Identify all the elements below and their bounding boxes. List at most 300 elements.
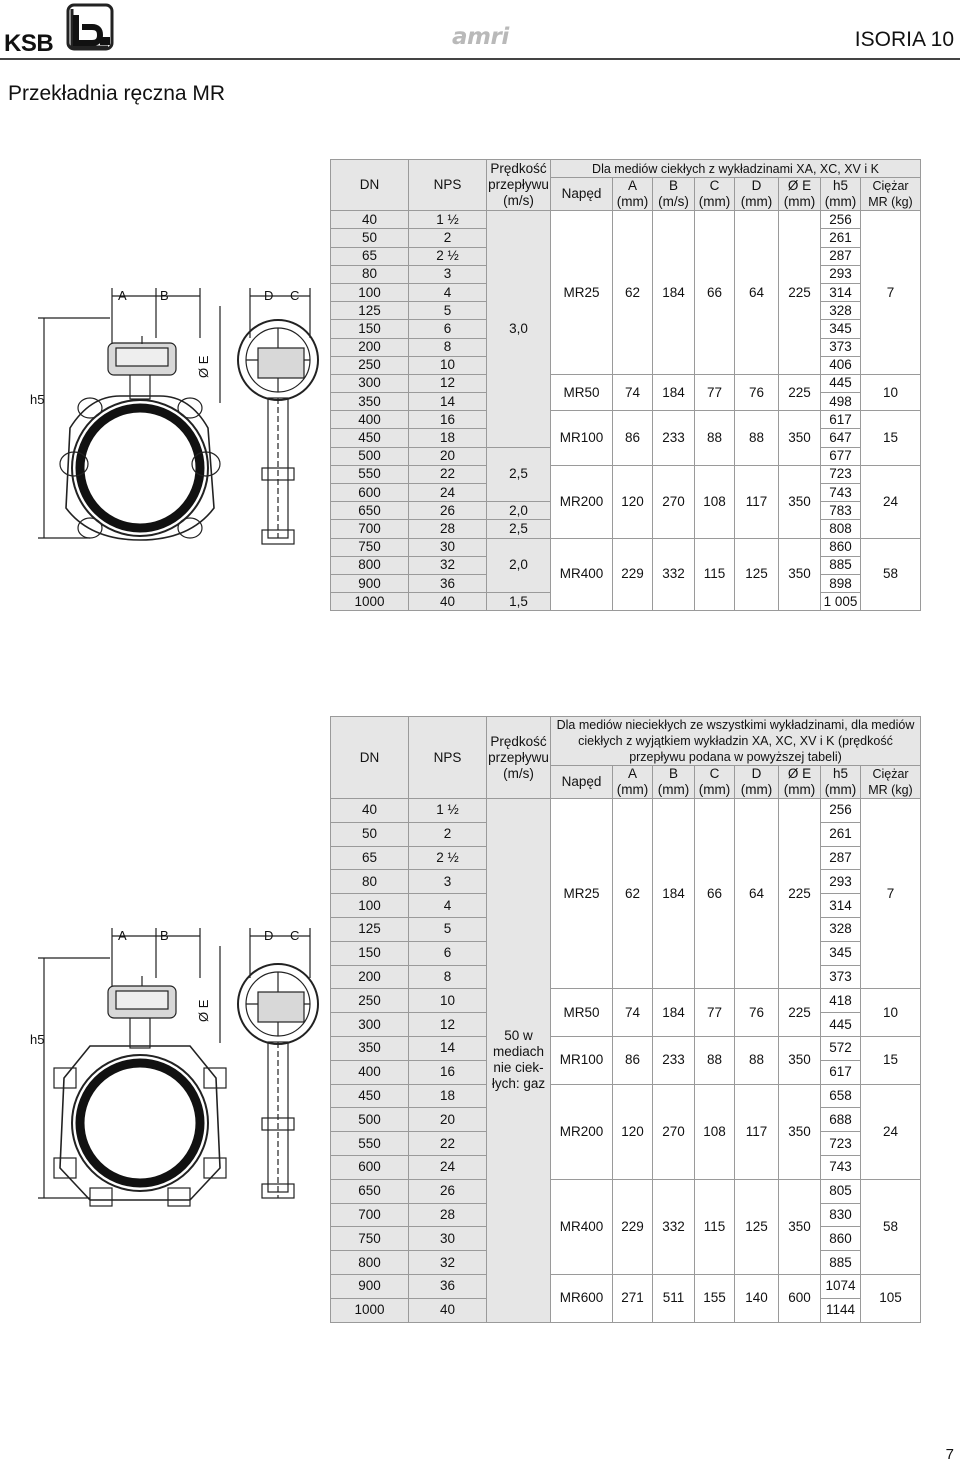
cell-b: 184 [653,211,695,375]
cell-h5: 805 [821,1179,861,1203]
cell-weight: 7 [861,211,921,375]
cell-dn: 50 [331,229,409,247]
dim-oe-label: Ø E [196,999,211,1022]
cell-d: 76 [735,989,779,1037]
cell-nps: 18 [409,429,487,447]
dim-a-label: A [118,928,127,943]
cell-h5: 406 [821,356,861,374]
cell-nps: 40 [409,593,487,611]
table-row [331,211,921,229]
cell-h5: 830 [821,1203,861,1227]
cell-drive: MR25 [551,799,613,989]
cell-nps: 18 [409,1084,487,1108]
cell-nps: 4 [409,894,487,918]
cell-nps: 2 [409,229,487,247]
cell-h5: 743 [821,1155,861,1179]
cell-e: 350 [779,1179,821,1274]
cell-nps: 20 [409,1108,487,1132]
cell-h5: 287 [821,846,861,870]
cell-weight: 58 [861,1179,921,1274]
cell-drive: MR100 [551,1036,613,1084]
table-row [331,1179,921,1203]
cell-weight: 24 [861,465,921,538]
cell-a: 229 [613,538,653,611]
dim-d-label: D [264,288,274,303]
cell-drive: MR50 [551,374,613,410]
cell-dn: 200 [331,338,409,356]
cell-h5: 261 [821,229,861,247]
cell-h5: 743 [821,484,861,502]
cell-weight: 15 [861,411,921,466]
col-header-weight: Ciężar MR (kg) [861,766,921,799]
cell-h5: 885 [821,1251,861,1275]
dim-c-label: C [290,288,300,303]
cell-dn: 125 [331,302,409,320]
cell-h5: 723 [821,465,861,483]
cell-dn: 65 [331,247,409,265]
cell-h5: 885 [821,556,861,574]
cell-dn: 200 [331,965,409,989]
cell-nps: 2 [409,822,487,846]
dim-c-label: C [290,928,300,943]
cell-velocity: 2,5 [487,447,551,502]
cell-e: 225 [779,799,821,989]
col-header-unit: (mm) [616,782,649,797]
butterfly-valve-gearbox-drawing [30,278,330,568]
cell-d: 125 [735,538,779,611]
cell-nps: 8 [409,965,487,989]
cell-h5: 898 [821,574,861,592]
cell-a: 62 [613,799,653,989]
col-header-weight: Ciężar MR (kg) [861,178,921,211]
col-header-c [695,178,735,211]
cell-nps: 30 [409,1227,487,1251]
cell-dn: 350 [331,393,409,411]
cell-b: 511 [653,1274,695,1322]
cell-dn: 450 [331,429,409,447]
cell-nps: 1 ½ [409,799,487,823]
cell-a: 86 [613,411,653,466]
col-header-unit: (mm) [783,782,816,797]
ksb-b-logo-mark [62,3,114,51]
col-header-label: Ø E [787,766,812,781]
cell-b: 184 [653,799,695,989]
cell-a: 120 [613,465,653,538]
cell-dn: 40 [331,211,409,229]
cell-dn: 400 [331,411,409,429]
valve-drawing-2 [30,918,330,1228]
col-header-label: C [709,766,720,781]
table-row [331,465,921,483]
cell-dn: 650 [331,502,409,520]
cell-e: 350 [779,1084,821,1179]
col-header-label: B [668,178,678,194]
col-header-h5 [821,766,861,799]
col-header-unit: (mm) [616,194,649,210]
col-header-label: A [627,178,637,194]
dim-oe-label: Ø E [196,355,211,378]
cell-nps: 6 [409,941,487,965]
col-header-nps: NPS [409,717,487,799]
cell-dn: 40 [331,799,409,823]
cell-h5: 345 [821,320,861,338]
cell-nps: 4 [409,283,487,301]
cell-dn: 500 [331,447,409,465]
cell-dn: 750 [331,1227,409,1251]
cell-h5: 373 [821,965,861,989]
col-header-unit: (mm) [657,782,690,797]
cell-e: 350 [779,411,821,466]
page-title: Przekładnia ręczna MR [8,82,226,105]
col-header-label: B [668,766,678,781]
col-header-nps: NPS [409,160,487,211]
cell-nps: 14 [409,1036,487,1060]
cell-drive: MR100 [551,411,613,466]
col-header-dn: DN [331,160,409,211]
col-header-b [653,766,695,799]
cell-b: 332 [653,538,695,611]
cell-c: 115 [695,1179,735,1274]
col-header-label: D [751,766,762,781]
col-header-label: Ø E [787,178,812,194]
cell-e: 600 [779,1274,821,1322]
cell-dn: 1000 [331,593,409,611]
cell-c: 108 [695,1084,735,1179]
cell-dn: 500 [331,1108,409,1132]
col-header-d [735,178,779,211]
cell-dn: 550 [331,1132,409,1156]
dim-b-label: B [160,928,169,943]
cell-c: 66 [695,799,735,989]
cell-drive: MR400 [551,538,613,611]
cell-weight: 15 [861,1036,921,1084]
cell-h5: 328 [821,302,861,320]
cell-weight: 7 [861,799,921,989]
col-header-c [695,766,735,799]
cell-nps: 5 [409,917,487,941]
cell-nps: 5 [409,302,487,320]
cell-d: 76 [735,374,779,410]
cell-c: 155 [695,1274,735,1322]
cell-dn: 700 [331,520,409,538]
col-header-velocity: Prędkość przepływu (m/s) [487,717,551,799]
cell-d: 88 [735,411,779,466]
col-header-a [613,178,653,211]
cell-drive: MR200 [551,465,613,538]
cell-nps: 1 ½ [409,211,487,229]
col-header-a [613,766,653,799]
table-non-liquid-media [330,716,921,1323]
cell-h5: 647 [821,429,861,447]
cell-nps: 14 [409,393,487,411]
cell-nps: 36 [409,574,487,592]
col-header-label: A [627,766,637,781]
cell-nps: 36 [409,1274,487,1298]
cell-b: 332 [653,1179,695,1274]
cell-nps: 20 [409,447,487,465]
valve-drawing-1 [30,278,330,568]
dim-h5-label: h5 [30,392,45,407]
cell-e: 225 [779,374,821,410]
cell-c: 108 [695,465,735,538]
cell-a: 229 [613,1179,653,1274]
table-row [331,1036,921,1060]
dim-h5-label: h5 [30,1032,45,1047]
cell-b: 184 [653,374,695,410]
group-header: Dla mediów nieciekłych ze wszystkimi wykładzinami, dla mediów ciekłych z wyjątkiem wykładzin XA, XC, XV i K (prędkość przepływu podana w powyższej tabeli) [551,717,921,766]
cell-e: 350 [779,1036,821,1084]
cell-dn: 600 [331,1155,409,1179]
cell-b: 270 [653,465,695,538]
cell-nps: 16 [409,411,487,429]
cell-c: 88 [695,411,735,466]
cell-a: 74 [613,989,653,1037]
col-header-d [735,766,779,799]
cell-h5: 293 [821,265,861,283]
cell-h5: 328 [821,917,861,941]
cell-dn: 600 [331,484,409,502]
cell-dn: 80 [331,870,409,894]
cell-nps: 3 [409,265,487,283]
table-row [331,1274,921,1298]
dim-d-label: D [264,928,274,943]
cell-dn: 150 [331,941,409,965]
cell-drive: MR50 [551,989,613,1037]
cell-nps: 40 [409,1298,487,1322]
cell-h5: 1074 [821,1274,861,1298]
col-header-label: h5 [832,178,849,194]
col-header-drive: Napęd [551,178,613,211]
cell-a: 86 [613,1036,653,1084]
cell-dn: 550 [331,465,409,483]
cell-h5: 723 [821,1132,861,1156]
ksb-logo: KSB [4,30,54,57]
cell-nps: 28 [409,1203,487,1227]
cell-h5: 688 [821,1108,861,1132]
table-row [331,799,921,823]
cell-weight: 10 [861,374,921,410]
cell-dn: 450 [331,1084,409,1108]
cell-velocity: 2,0 [487,538,551,593]
cell-velocity-note: 50 w mediach nie ciek- łych: gaz [487,799,551,1323]
page-header [0,0,960,60]
cell-dn: 900 [331,574,409,592]
cell-dn: 100 [331,894,409,918]
cell-d: 64 [735,799,779,989]
cell-c: 77 [695,989,735,1037]
cell-c: 77 [695,374,735,410]
cell-b: 233 [653,411,695,466]
cell-nps: 6 [409,320,487,338]
cell-h5: 617 [821,411,861,429]
group-header: Dla mediów ciekłych z wykładzinami XA, XC, XV i K [551,160,921,178]
cell-h5: 498 [821,393,861,411]
cell-dn: 80 [331,265,409,283]
cell-a: 271 [613,1274,653,1322]
cell-h5: 860 [821,538,861,556]
cell-d: 125 [735,1179,779,1274]
table-row [331,989,921,1013]
cell-dn: 650 [331,1179,409,1203]
cell-drive: MR600 [551,1274,613,1322]
cell-c: 88 [695,1036,735,1084]
cell-dn: 350 [331,1036,409,1060]
dim-a-label: A [118,288,127,303]
cell-nps: 10 [409,989,487,1013]
table-row [331,411,921,429]
cell-nps: 24 [409,1155,487,1179]
cell-dn: 300 [331,1013,409,1037]
cell-nps: 3 [409,870,487,894]
cell-b: 270 [653,1084,695,1179]
cell-d: 140 [735,1274,779,1322]
col-header-unit: (mm) [740,194,773,210]
cell-h5: 418 [821,989,861,1013]
cell-a: 120 [613,1084,653,1179]
cell-dn: 300 [331,374,409,392]
cell-d: 64 [735,211,779,375]
col-header-e [779,178,821,211]
cell-b: 233 [653,1036,695,1084]
cell-nps: 22 [409,1132,487,1156]
cell-h5: 1 005 [821,593,861,611]
header-row [331,160,921,178]
col-header-label: D [751,178,762,194]
cell-dn: 100 [331,283,409,301]
cell-nps: 8 [409,338,487,356]
cell-nps: 30 [409,538,487,556]
cell-h5: 572 [821,1036,861,1060]
page-number: 7 [945,1446,954,1463]
product-name: ISORIA 10 [854,28,954,51]
cell-weight: 58 [861,538,921,611]
cell-nps: 12 [409,374,487,392]
cell-dn: 250 [331,989,409,1013]
cell-dn: 1000 [331,1298,409,1322]
cell-h5: 345 [821,941,861,965]
cell-dn: 250 [331,356,409,374]
cell-e: 350 [779,465,821,538]
col-header-label: h5 [832,766,849,781]
cell-drive: MR25 [551,211,613,375]
cell-nps: 2 ½ [409,846,487,870]
table-row [331,538,921,556]
col-header-h5 [821,178,861,211]
table-liquid-media [330,159,921,611]
cell-d: 117 [735,1084,779,1179]
cell-d: 88 [735,1036,779,1084]
col-header-b [653,178,695,211]
col-header-drive: Napęd [551,766,613,799]
dim-b-label: B [160,288,169,303]
cell-dn: 150 [331,320,409,338]
cell-velocity: 2,5 [487,520,551,538]
col-header-e [779,766,821,799]
cell-h5: 677 [821,447,861,465]
cell-nps: 32 [409,556,487,574]
cell-nps: 22 [409,465,487,483]
cell-h5: 287 [821,247,861,265]
cell-nps: 26 [409,502,487,520]
col-header-unit: (mm) [698,194,731,210]
cell-h5: 293 [821,870,861,894]
cell-b: 184 [653,989,695,1037]
header-divider [0,58,960,60]
cell-h5: 261 [821,822,861,846]
col-header-unit: (m/s) [658,194,689,210]
cell-nps: 24 [409,484,487,502]
cell-e: 350 [779,538,821,611]
cell-h5: 658 [821,1084,861,1108]
cell-e: 225 [779,211,821,375]
table-row [331,1084,921,1108]
cell-h5: 445 [821,1013,861,1037]
header-row [331,717,921,766]
cell-a: 74 [613,374,653,410]
cell-a: 62 [613,211,653,375]
cell-h5: 256 [821,799,861,823]
cell-h5: 256 [821,211,861,229]
cell-velocity: 2,0 [487,502,551,520]
cell-h5: 860 [821,1227,861,1251]
cell-dn: 750 [331,538,409,556]
cell-dn: 50 [331,822,409,846]
cell-d: 117 [735,465,779,538]
cell-h5: 808 [821,520,861,538]
lug-butterfly-valve-gearbox-drawing [30,918,330,1228]
cell-drive: MR200 [551,1084,613,1179]
cell-dn: 900 [331,1274,409,1298]
col-header-unit: (mm) [783,194,816,210]
cell-h5: 1144 [821,1298,861,1322]
col-header-unit: (mm) [740,782,773,797]
cell-dn: 700 [331,1203,409,1227]
cell-velocity: 1,5 [487,593,551,611]
cell-h5: 314 [821,894,861,918]
cell-nps: 32 [409,1251,487,1275]
cell-velocity: 3,0 [487,211,551,447]
cell-dn: 125 [331,917,409,941]
cell-dn: 65 [331,846,409,870]
cell-h5: 445 [821,374,861,392]
cell-h5: 617 [821,1060,861,1084]
cell-c: 115 [695,538,735,611]
cell-h5: 314 [821,283,861,301]
col-header-unit: (mm) [824,194,857,210]
cell-nps: 16 [409,1060,487,1084]
cell-nps: 28 [409,520,487,538]
cell-weight: 24 [861,1084,921,1179]
cell-nps: 2 ½ [409,247,487,265]
cell-drive: MR400 [551,1179,613,1274]
cell-nps: 26 [409,1179,487,1203]
cell-c: 66 [695,211,735,375]
cell-nps: 10 [409,356,487,374]
cell-weight: 10 [861,989,921,1037]
col-header-velocity: Prędkość przepływu (m/s) [487,160,551,211]
cell-dn: 800 [331,1251,409,1275]
cell-e: 225 [779,989,821,1037]
cell-h5: 373 [821,338,861,356]
col-header-unit: (mm) [824,782,857,797]
amri-logo: amri [452,24,509,50]
cell-weight: 105 [861,1274,921,1322]
cell-dn: 800 [331,556,409,574]
cell-h5: 783 [821,502,861,520]
cell-dn: 400 [331,1060,409,1084]
col-header-label: C [709,178,720,194]
col-header-dn: DN [331,717,409,799]
